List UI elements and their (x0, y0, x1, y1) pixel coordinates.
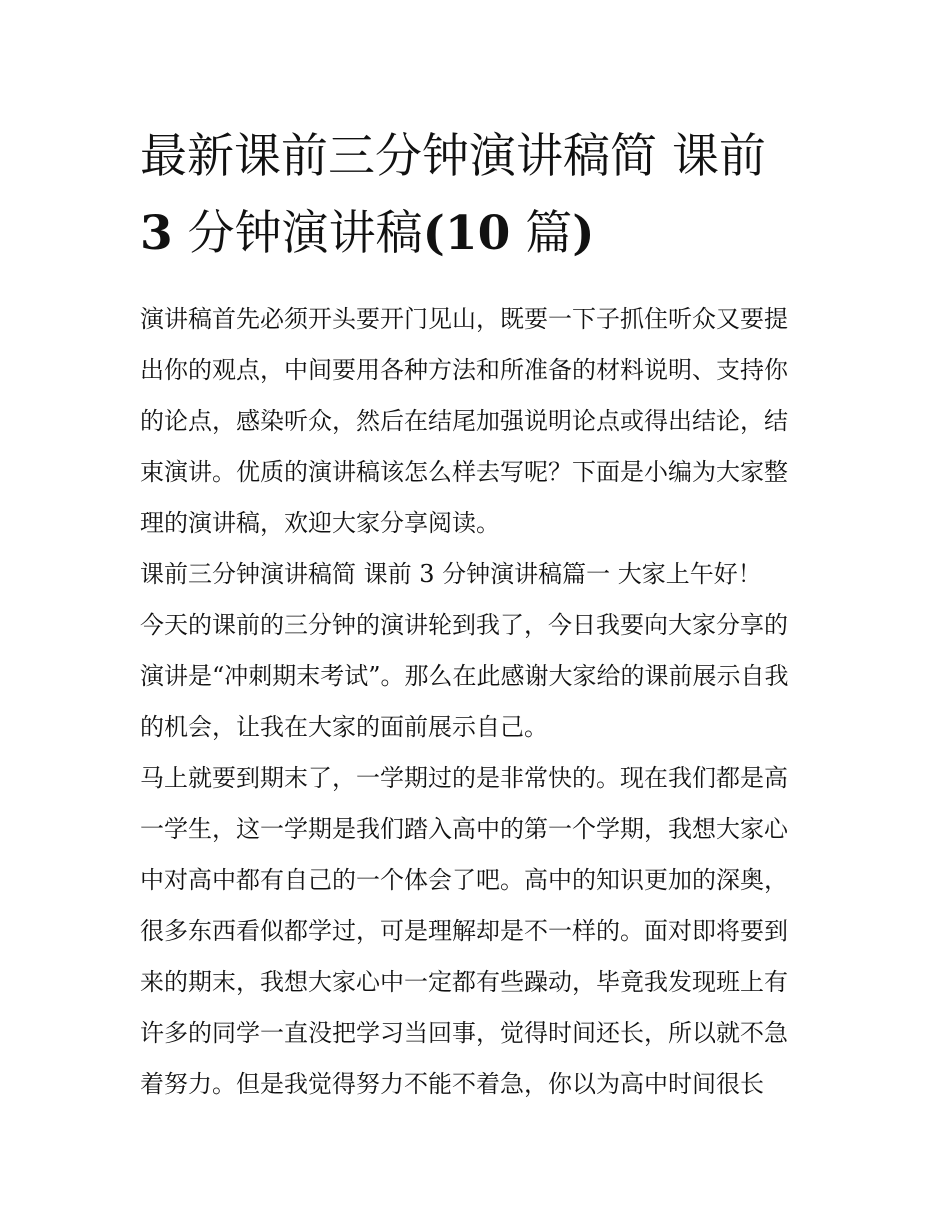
text-line: 很多东西看似都学过，可是理解却是不一样的。面对即将要到 (140, 917, 788, 945)
text-line: 今天的课前的三分钟的演讲轮到我了，今日我要向大家分享的 (140, 611, 788, 639)
section-heading-text: 课前三分钟演讲稿简 课前 3 分钟演讲稿篇一 大家上午好！ (140, 560, 762, 588)
document-page (140, 118, 812, 1110)
document-body (140, 294, 812, 1110)
text-line: 演讲是“冲刺期末考试”。那么在此感谢大家给的课前展示自我 (140, 662, 789, 690)
title-unit: 篇 (510, 206, 573, 261)
text-line: 许多的同学一直没把学习当回事，觉得时间还长，所以就不急 (140, 1019, 788, 1047)
text-line: 的论点，感染听众，然后在结尾加强说明论点或得出结论，结 (140, 407, 788, 435)
title-text: 分钟演讲稿 (172, 206, 423, 261)
paragraph-opening (140, 600, 812, 753)
text-line: 中对高中都有自己的一个体会了吧。高中的知识更加的深奥， (140, 866, 788, 894)
text-line: 马上就要到期末了，一学期过的是非常快的。现在我们都是高 (140, 764, 788, 792)
title-line-2 (140, 195, 812, 272)
title-line-1: 最新课前三分钟演讲稿简 课前 (140, 129, 766, 184)
document-title (140, 118, 812, 272)
text-line: 的机会，让我在大家的面前展示自己。 (140, 713, 548, 741)
title-close-paren: ) (572, 206, 595, 261)
text-line: 一学生，这一学期是我们踏入高中的第一个学期，我想大家心 (140, 815, 788, 843)
title-number: 3 (140, 206, 173, 261)
text-line: 出你的观点，中间要用各种方法和所准备的材料说明、支持你 (140, 356, 788, 384)
section-heading (140, 549, 812, 600)
paragraph-main (140, 753, 812, 1110)
title-count: (10 (422, 206, 511, 261)
text-line: 理的演讲稿，欢迎大家分享阅读。 (140, 509, 500, 537)
text-line: 束演讲。优质的演讲稿该怎么样去写呢？下面是小编为大家整 (140, 458, 788, 486)
text-line: 演讲稿首先必须开头要开门见山，既要一下子抓住听众又要提 (140, 305, 788, 333)
text-line: 来的期末，我想大家心中一定都有些躁动，毕竟我发现班上有 (140, 968, 788, 996)
paragraph-intro (140, 294, 812, 549)
text-line: 着努力。但是我觉得努力不能不着急，你以为高中时间很长 (140, 1070, 764, 1098)
